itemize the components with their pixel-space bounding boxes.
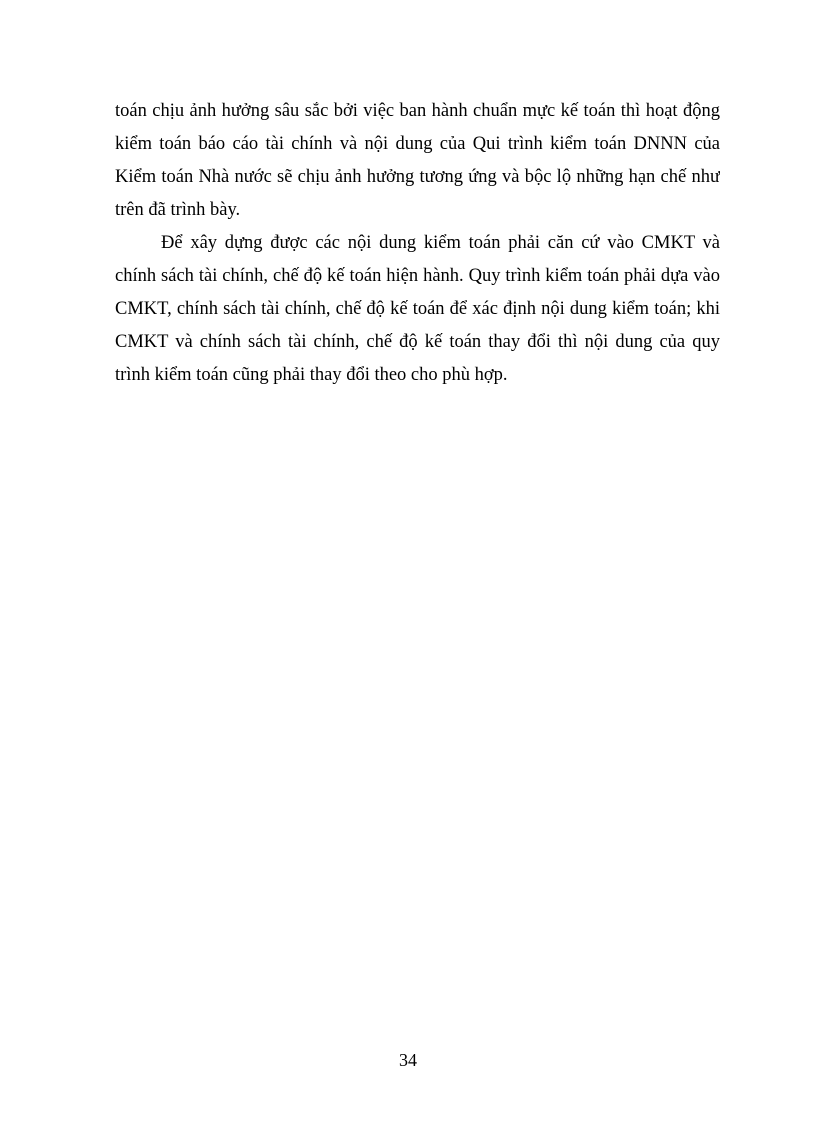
text-line: trình kiểm toán cũng phải thay đổi theo cho phù hợp. bbox=[115, 365, 508, 385]
text-line: Để xây dựng được các nội dung kiểm toán phải căn cứ vào CMKT và bbox=[161, 233, 720, 253]
text-line: toán chịu ảnh hưởng sâu sắc bởi việc ban hành chuẩn mực kế toán thì hoạt động bbox=[115, 101, 720, 121]
text-line: CMKT và chính sách tài chính, chế độ kế toán thay đổi thì nội dung của quy bbox=[115, 332, 720, 352]
page-number: 34 bbox=[399, 1050, 417, 1070]
text-line: chính sách tài chính, chế độ kế toán hiện hành. Quy trình kiểm toán phải dựa vào bbox=[115, 266, 720, 286]
body-text bbox=[115, 95, 720, 392]
paragraph-1 bbox=[115, 95, 720, 227]
text-line: Kiểm toán Nhà nước sẽ chịu ảnh hưởng tương ứng và bộc lộ những hạn chế như bbox=[115, 167, 720, 187]
text-line: CMKT, chính sách tài chính, chế độ kế toán để xác định nội dung kiểm toán; khi bbox=[115, 299, 720, 319]
text-line: kiểm toán báo cáo tài chính và nội dung của Qui trình kiểm toán DNNN của bbox=[115, 134, 720, 154]
text-line: trên đã trình bày. bbox=[115, 200, 241, 220]
paragraph-2 bbox=[115, 227, 720, 392]
